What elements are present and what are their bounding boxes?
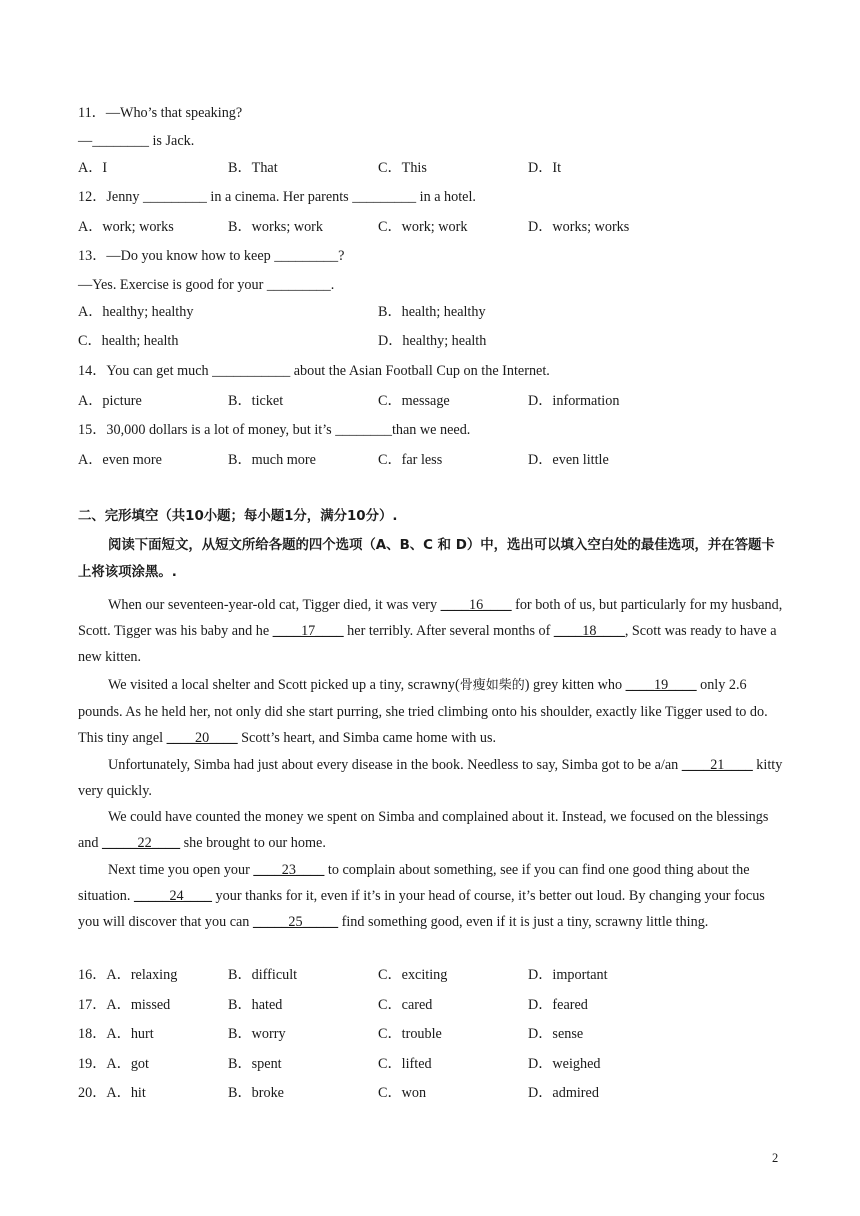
question-number: 18． <box>78 1026 107 1042</box>
section-heading: 二、完形填空（共10小题；每小题1分，满分10分）. <box>78 509 398 524</box>
question-number: 13． <box>78 248 107 264</box>
option-b: B．health; healthy <box>378 304 486 320</box>
option-b: B．difficult <box>228 967 298 983</box>
question-15 <box>78 421 470 439</box>
option-c: C．work; work <box>378 219 468 235</box>
option-b: B．hated <box>228 997 283 1013</box>
question-number: 20． <box>78 1085 107 1101</box>
question-stem: Jenny _________ in a cinema. Her parents _________ in a hotel. <box>106 189 476 205</box>
question-number: 15． <box>78 422 107 438</box>
option-a: A．I <box>78 160 108 176</box>
option-d: D．admired <box>528 1085 599 1101</box>
option-a: A．even more <box>78 452 162 468</box>
question-15-options <box>78 451 778 469</box>
question-11 <box>78 104 242 122</box>
passage-paragraph-3: Unfortunately, Simba had just about every disease in the book. Needless to say, Simba got to be a/an ____21____ kitty very quickly. <box>78 757 783 799</box>
option-b: B．much more <box>228 452 316 468</box>
passage-paragraph-1: When our seventeen-year-old cat, Tigger died, it was very ____16____ for both of us, but particularly for my husband, Scott. Tigger was his baby and he ____17____ her terribly. After several months of ____18____, Scott was ready to have a new kitten. <box>78 597 783 665</box>
option-a: 17．A．missed <box>78 997 171 1013</box>
question-13-options-row1 <box>78 303 778 321</box>
question-18-options <box>78 1025 778 1043</box>
option-d: D．sense <box>528 1026 584 1042</box>
option-a: 20．A．hit <box>78 1085 146 1101</box>
blank-22: _____22____ <box>102 835 181 851</box>
chinese-gloss: 骨瘦如柴的 <box>459 678 525 693</box>
blank-23: ____23____ <box>253 862 325 878</box>
question-12 <box>78 188 476 206</box>
question-20-options <box>78 1084 778 1102</box>
question-13-reply: —Yes. Exercise is good for your _________. <box>78 277 335 293</box>
question-13-options-row2 <box>78 332 778 350</box>
passage-paragraph-2: We visited a local shelter and Scott picked up a tiny, scrawny(骨瘦如柴的) grey kitten who ____19____ only 2.6 pounds. As he held her, not only did she start purring, she tried climbing onto his shoulder, exactly like Tigger used to do. This tiny angel ____20____ Scott’s heart, and Simba came home with us. <box>78 677 768 746</box>
question-11-options <box>78 159 778 177</box>
option-d: D．information <box>528 393 620 409</box>
option-c: C．health; health <box>78 333 179 349</box>
passage-paragraph-5: Next time you open your ____23____ to complain about something, see if you can find one good thing about the situation. _____24____ your thanks for it, even if it’s in your head of course, it’s better out loud. By changing your focus you will discover that you can _____25_____ find something good, even if it is just a tiny, scrawny little thing. <box>78 862 765 930</box>
question-number: 14． <box>78 363 107 379</box>
question-11-reply: —________ is Jack. <box>78 133 195 149</box>
question-stem: You can get much ___________ about the Asian Football Cup on the Internet. <box>106 363 550 379</box>
option-b: B．ticket <box>228 393 284 409</box>
blank-17: ____17____ <box>272 623 344 639</box>
option-d: D．even little <box>528 452 609 468</box>
option-c: C．message <box>378 393 450 409</box>
option-a: 16．A．relaxing <box>78 967 178 983</box>
option-b: B．broke <box>228 1085 284 1101</box>
option-c: C．trouble <box>378 1026 442 1042</box>
question-16-options <box>78 966 778 984</box>
blank-25: _____25_____ <box>252 914 339 930</box>
passage-paragraph-4: We could have counted the money we spent on Simba and complained about it. Instead, we focused on the blessings and _____22____ she brought to our home. <box>78 809 769 851</box>
question-stem: 30,000 dollars is a lot of money, but it’s ________than we need. <box>106 422 471 438</box>
question-number: 17． <box>78 997 107 1013</box>
option-c: C．lifted <box>378 1056 432 1072</box>
option-a: A．healthy; healthy <box>78 304 194 320</box>
question-17-options <box>78 996 778 1014</box>
option-a: A．picture <box>78 393 142 409</box>
question-19-options <box>78 1055 778 1073</box>
blank-24: _____24____ <box>133 888 212 904</box>
question-14 <box>78 362 550 380</box>
question-stem: —Do you know how to keep _________? <box>106 248 345 264</box>
option-c: C．far less <box>378 452 443 468</box>
option-a: 19．A．got <box>78 1056 149 1072</box>
question-number: 19． <box>78 1056 107 1072</box>
option-d: D．It <box>528 160 562 176</box>
blank-16: ____16____ <box>440 597 512 613</box>
option-d: D．healthy; health <box>378 333 487 349</box>
option-c: C．cared <box>378 997 433 1013</box>
option-b: B．That <box>228 160 278 176</box>
question-number: 16． <box>78 967 107 983</box>
option-d: D．works; works <box>528 219 630 235</box>
question-14-options <box>78 392 778 410</box>
question-13 <box>78 247 344 265</box>
blank-21: ____21____ <box>681 757 753 773</box>
option-b: B．works; work <box>228 219 323 235</box>
option-c: C．won <box>378 1085 427 1101</box>
option-c: C．exciting <box>378 967 448 983</box>
option-b: B．spent <box>228 1056 282 1072</box>
option-a: 18．A．hurt <box>78 1026 154 1042</box>
option-c: C．This <box>378 160 427 176</box>
option-d: D．feared <box>528 997 588 1013</box>
section-instructions: 阅读下面短文，从短文所给各题的四个选项（A、B、C 和 D）中，选出可以填入空白处的最佳选项，并在答题卡上将该项涂黑。. <box>78 538 775 580</box>
option-d: D．weighed <box>528 1056 601 1072</box>
question-number: 11． <box>78 105 106 121</box>
blank-19: ____19____ <box>625 677 697 693</box>
page-number: 2 <box>772 1151 779 1165</box>
question-stem: —Who’s that speaking? <box>105 105 243 121</box>
option-d: D．important <box>528 967 608 983</box>
blank-18: ____18____ <box>553 623 625 639</box>
option-a: A．work; works <box>78 219 174 235</box>
question-number: 12． <box>78 189 107 205</box>
blank-20: ____20____ <box>166 730 238 746</box>
option-b: B．worry <box>228 1026 286 1042</box>
question-12-options <box>78 218 778 236</box>
